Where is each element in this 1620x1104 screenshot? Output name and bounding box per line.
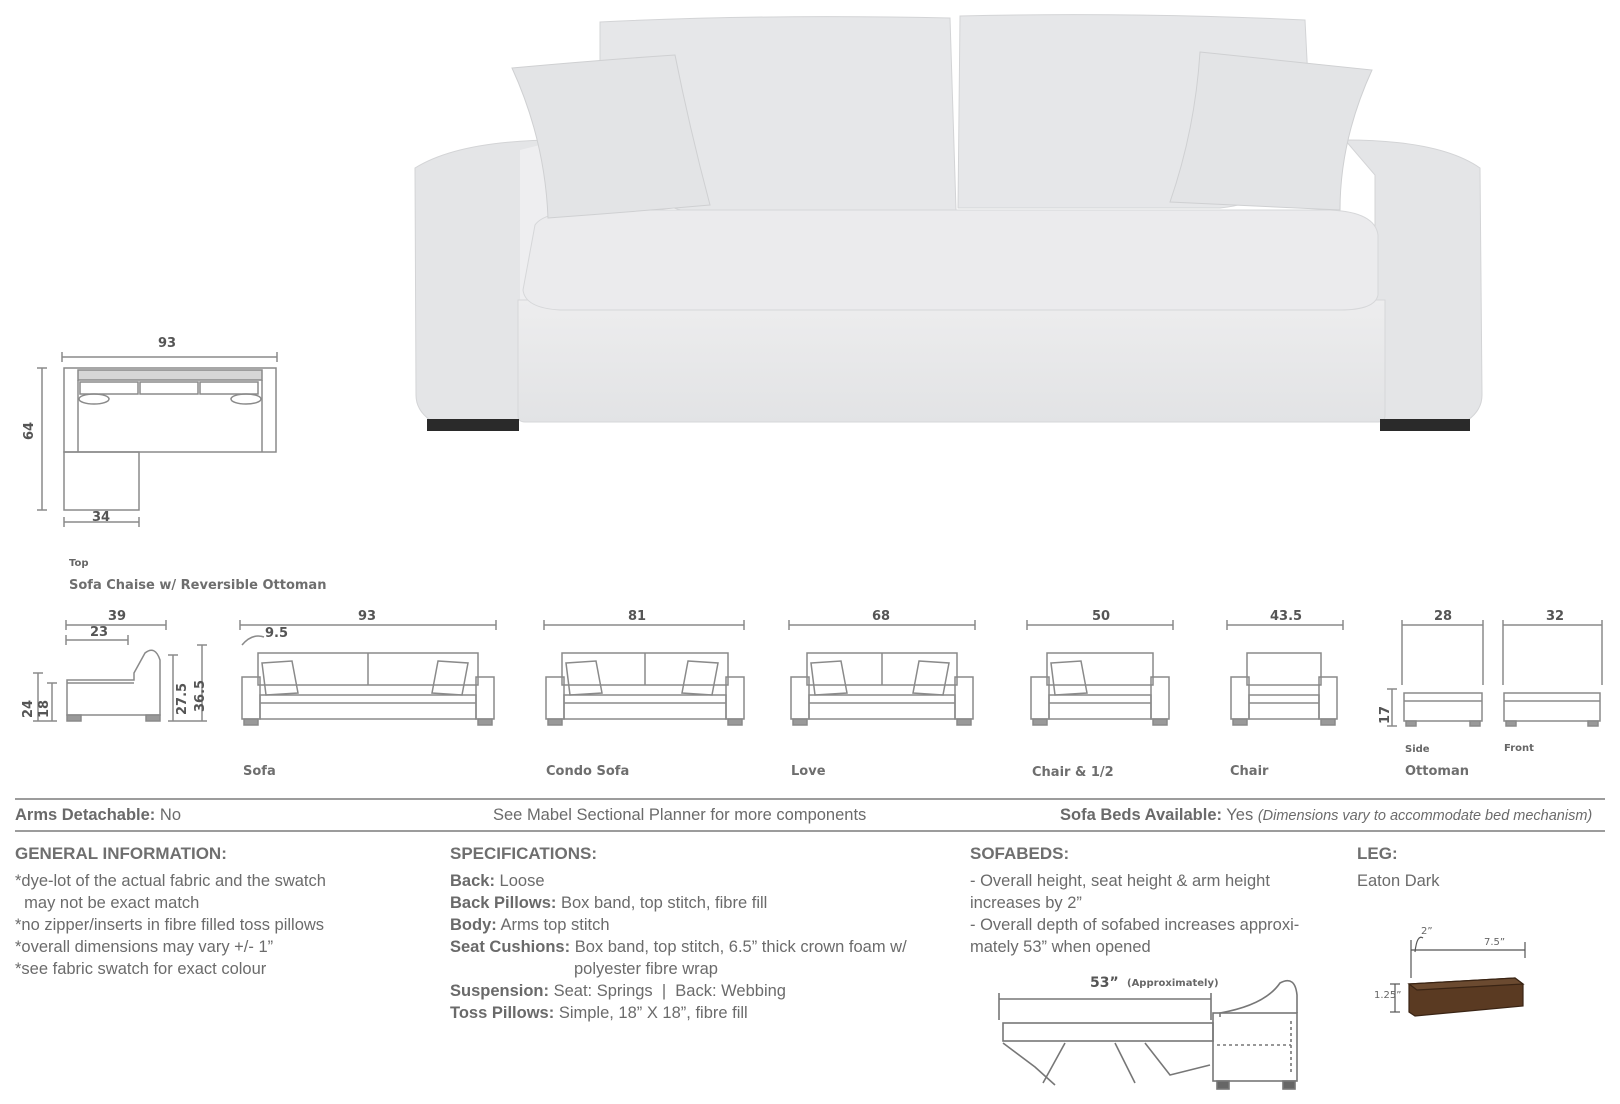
sofa-width-dim: 93: [358, 609, 377, 624]
love-width-dim: 68: [872, 609, 891, 624]
sofabed-line: mately 53” when opened: [970, 938, 1151, 956]
planner-note: See Mabel Sectional Planner for more components: [493, 806, 867, 824]
spec-key: Toss Pillows:: [450, 1004, 555, 1022]
leg-left: [427, 419, 519, 431]
ottoman-front-width-dim: 32: [1546, 609, 1565, 624]
general-line: *overall dimensions may vary +/- 1”: [15, 938, 274, 956]
arms-value: No: [159, 806, 181, 824]
beds-key: Sofa Beds Available:: [1060, 806, 1222, 824]
spec-row: [450, 914, 907, 936]
side-overall-height-dim: 36.5: [193, 679, 208, 712]
top-view-title: Sofa Chaise w/ Reversible Ottoman: [69, 578, 327, 593]
chair-width-dim: 43.5: [1270, 609, 1303, 624]
seat-cushion: [523, 210, 1378, 310]
sofabed-dim: 53”: [1090, 975, 1119, 991]
leg-heading: LEG:: [1357, 844, 1398, 863]
side-depth-dim: 39: [108, 609, 127, 624]
side-arm-height-dim: 27.5: [175, 682, 190, 715]
love-label: Love: [791, 764, 826, 779]
leg-diagram: [1375, 920, 1565, 1040]
chair-front-diagram: [1225, 615, 1365, 755]
ottoman-diagram: [1380, 615, 1610, 755]
leg-dim-height: 1.25”: [1374, 990, 1402, 1001]
top-depth-dim: 64: [22, 421, 37, 440]
spec-key: Back Pillows:: [450, 894, 557, 912]
general-line: *see fabric swatch for exact colour: [15, 960, 267, 978]
sofa-pillow-offset-dim: 9.5: [265, 626, 289, 641]
condo-sofa-front-diagram: [540, 615, 760, 755]
sofabed-line: increases by 2”: [970, 894, 1082, 912]
spec-key: Body:: [450, 916, 497, 934]
spec-key: Back:: [450, 872, 495, 890]
side-seat-height-dim: 18: [37, 699, 52, 718]
top-view-diagram: [20, 340, 320, 540]
condo-label: Condo Sofa: [546, 764, 630, 779]
spec-key: Suspension:: [450, 982, 550, 1000]
spec-value: Loose: [499, 872, 545, 890]
spec-row: [450, 892, 907, 914]
beds-value: Yes: [1226, 806, 1254, 824]
spec-value: Box band, top stitch, fibre fill: [560, 894, 768, 912]
sofa-base: [518, 300, 1385, 422]
leg-dim-top: 2”: [1421, 926, 1433, 937]
ottoman-side-width-dim: 28: [1434, 609, 1453, 624]
general-line: *dye-lot of the actual fabric and the swatch: [15, 872, 326, 890]
chair-half-front-diagram: [1025, 615, 1185, 755]
divider-top: [15, 798, 1605, 800]
spec-row: [450, 870, 907, 892]
ottoman-label: Ottoman: [1405, 764, 1469, 779]
sofabed-dim-note: (Approximately): [1127, 978, 1219, 989]
general-line: *no zipper/inserts in fibre filled toss pillows: [15, 916, 325, 934]
spec-key: Seat Cushions:: [450, 938, 571, 956]
love-front-diagram: [785, 615, 985, 755]
specs-heading: SPECIFICATIONS:: [450, 844, 598, 863]
general-heading: GENERAL INFORMATION:: [15, 844, 227, 863]
spec-value: Simple, 18” X 18”, fibre fill: [558, 1004, 748, 1022]
divider-bottom: [15, 830, 1605, 832]
sofabeds-heading: SOFABEDS:: [970, 844, 1070, 863]
spec-value: Seat: Springs | Back: Webbing: [553, 982, 786, 1000]
leg-name: Eaton Dark: [1357, 872, 1440, 890]
general-line: may not be exact match: [15, 894, 200, 912]
sofa-beds-available: [1060, 804, 1592, 827]
sofabed-line: - Overall height, seat height & arm height: [970, 872, 1270, 890]
spec-value: Box band, top stitch, 6.5” thick crown foam w/: [574, 938, 907, 956]
spec-value: polyester fibre wrap: [574, 960, 718, 978]
spec-value: Arms top stitch: [500, 916, 610, 934]
spec-row: [450, 1002, 907, 1024]
arms-key: Arms Detachable:: [15, 806, 156, 824]
chair-half-label: Chair & 1/2: [1032, 765, 1114, 780]
spec-row: [450, 958, 907, 980]
ottoman-front-label: Front: [1504, 743, 1534, 754]
top-width-dim: 93: [158, 336, 177, 351]
spec-row: [450, 936, 907, 958]
leg-dim-length: 7.5”: [1484, 937, 1506, 948]
spec-row: [450, 980, 907, 1002]
toss-pillow-right: [1170, 52, 1372, 210]
sofabed-line: - Overall depth of sofabed increases approxi-: [970, 916, 1300, 934]
arms-detachable: [15, 804, 181, 826]
chaise-width-dim: 34: [92, 510, 111, 525]
ottoman-side-label: Side: [1405, 744, 1430, 755]
ottoman-height-dim: 17: [1378, 705, 1393, 724]
chair-half-width-dim: 50: [1092, 609, 1111, 624]
sofabed-diagram: [995, 975, 1315, 1095]
condo-width-dim: 81: [628, 609, 647, 624]
beds-note: (Dimensions vary to accommodate bed mechanism): [1257, 808, 1593, 824]
leg-right: [1380, 419, 1470, 431]
sofa-label: Sofa: [243, 764, 276, 779]
side-back-height-dim: 24: [21, 699, 36, 718]
side-seat-depth-dim: 23: [90, 625, 109, 640]
top-view-label: Top: [69, 558, 89, 569]
chair-label: Chair: [1230, 764, 1269, 779]
